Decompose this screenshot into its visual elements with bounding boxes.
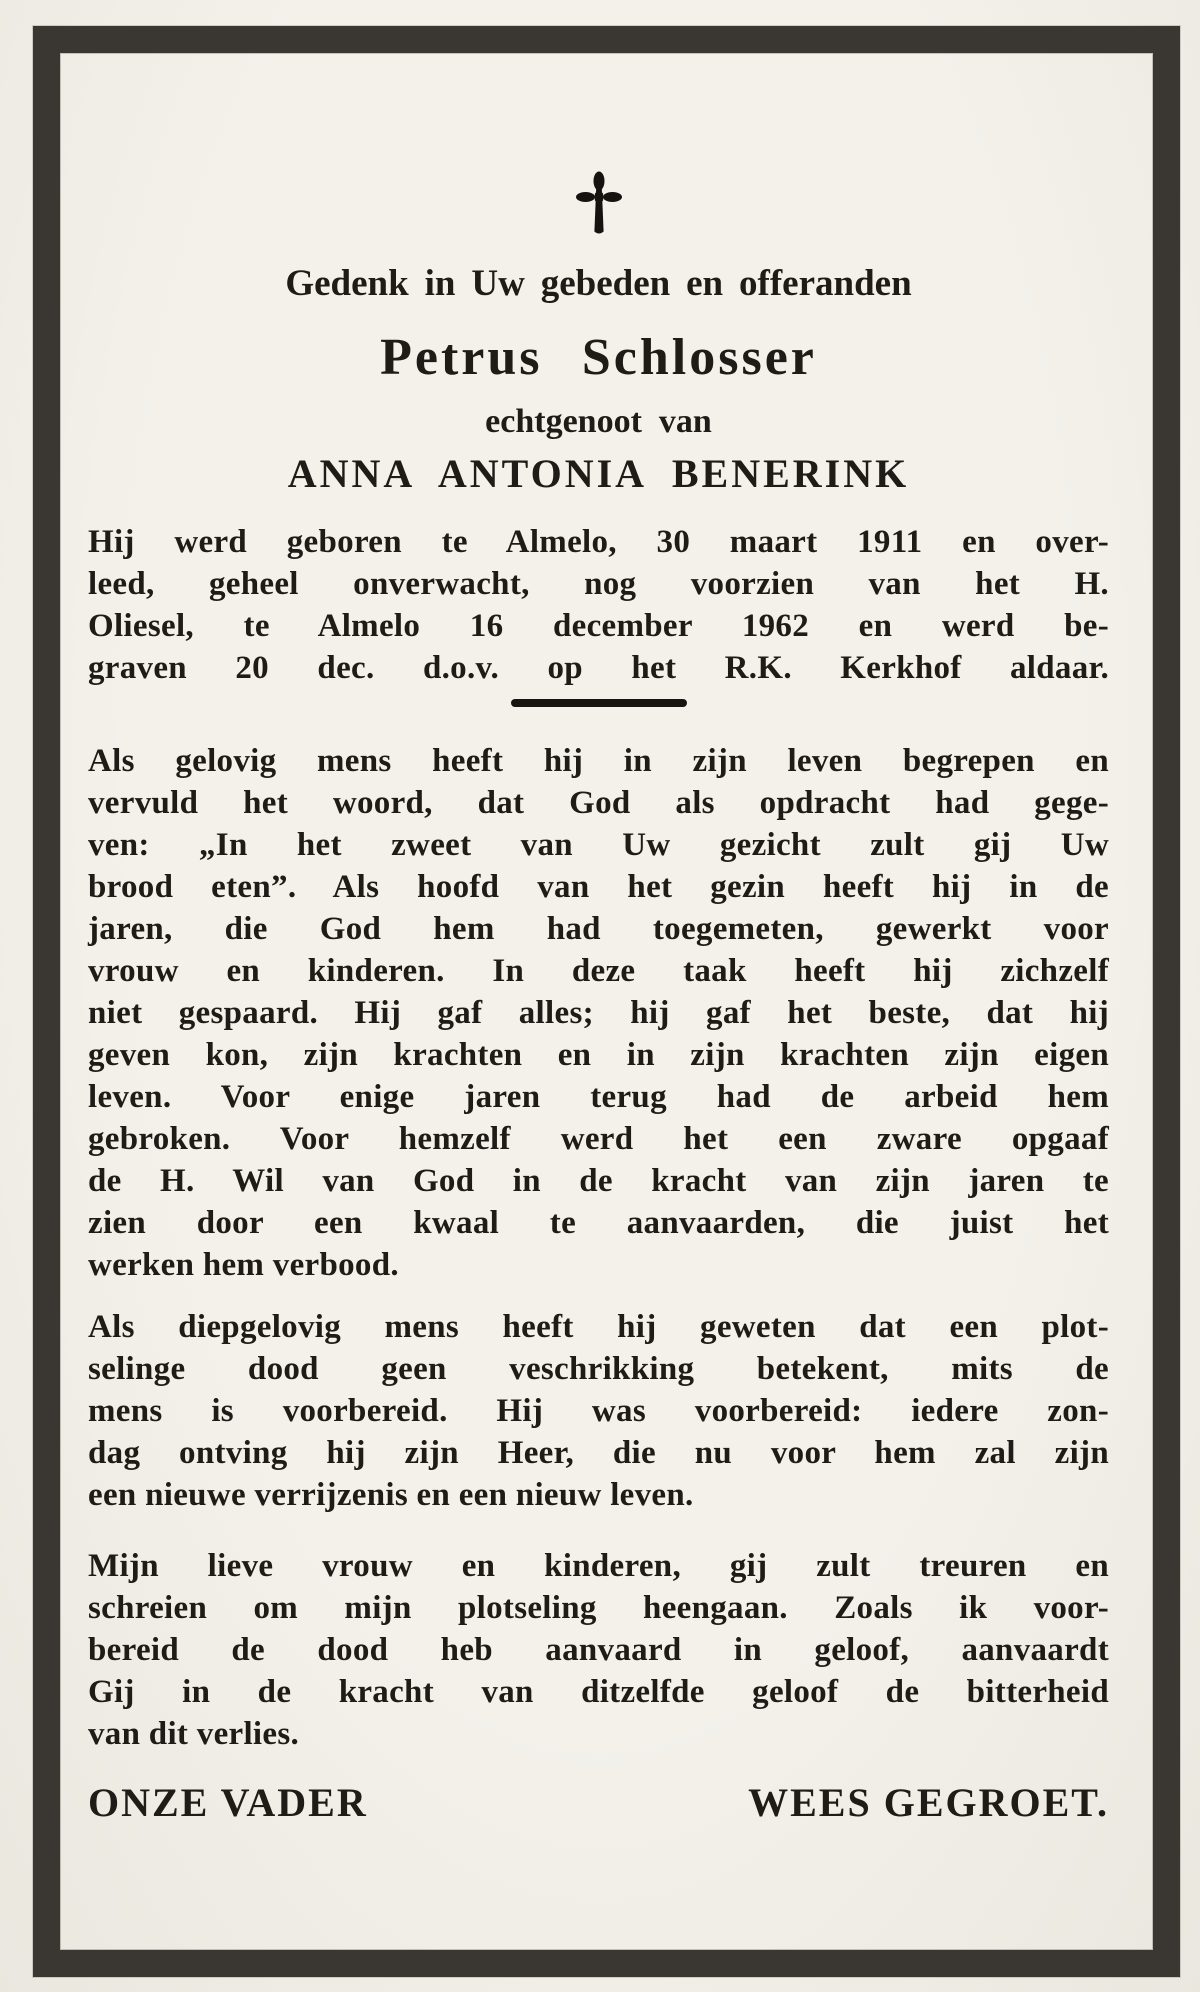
deceased-name: Petrus Schlosser [380, 329, 817, 386]
text-line: de H. Wil van God in de kracht van zijn jaren te [88, 1163, 1109, 1199]
prayer-right: WEES GEGROET. [748, 1780, 1109, 1825]
text-line: mens is voorbereid. Hij was voorbereid: iedere zon- [88, 1393, 1109, 1429]
text-line: Gij in de kracht van ditzelfde geloof de bitterheid [88, 1674, 1109, 1710]
text-line: gebroken. Voor hemzelf werd het een zware opgaaf [88, 1121, 1109, 1157]
text-line: van dit verlies. [88, 1716, 300, 1752]
text-line: zien door een kwaal te aanvaarden, die juist het [88, 1205, 1109, 1241]
text-line: ven: „In het zweet van Uw gezicht zult gij Uw [88, 827, 1109, 863]
relation-line: echtgenoot van [485, 403, 712, 440]
text-line: Oliesel, te Almelo 16 december 1962 en werd be- [88, 608, 1109, 644]
text-line: vervuld het woord, dat God als opdracht had gege- [88, 785, 1109, 821]
farewell-paragraph [88, 1545, 1109, 1755]
prayer-footer [88, 1779, 1109, 1827]
faith-paragraph [88, 1306, 1109, 1516]
text-line: selinge dood geen veschrikking betekent, mits de [88, 1351, 1109, 1387]
spouse-name: ANNA ANTONIA BENERINK [287, 451, 910, 496]
text-line: leven. Voor enige jaren terug had de arbeid hem [88, 1079, 1109, 1115]
text-line: Als diepgelovig mens heeft hij geweten dat een plot- [88, 1309, 1109, 1345]
text-line: jaren, die God hem had toegemeten, gewerkt voor [88, 911, 1109, 947]
text-line: Hij werd geboren te Almelo, 30 maart 1911 en over- [88, 524, 1109, 560]
text-line: graven 20 dec. d.o.v. op het R.K. Kerkhof aldaar. [88, 650, 1109, 686]
prayer-left: ONZE VADER [88, 1780, 368, 1825]
text-line: leed, geheel onverwacht, nog voorzien van het H. [88, 566, 1109, 602]
life-paragraph [88, 740, 1109, 1286]
intro-line: Gedenk in Uw gebeden en offeranden [285, 263, 912, 304]
text-line: Mijn lieve vrouw en kinderen, gij zult treuren en [88, 1548, 1109, 1584]
text-line: werken hem verbood. [88, 1247, 399, 1283]
section-divider [511, 699, 687, 707]
text-line: een nieuwe verrijzenis en een nieuw leven. [88, 1477, 694, 1513]
text-line: vrouw en kinderen. In deze taak heeft hij zichzelf [88, 953, 1109, 989]
card-content [60, 53, 1154, 1827]
text-line: bereid de dood heb aanvaard in geloof, aanvaardt [88, 1632, 1109, 1668]
text-line: Als gelovig mens heeft hij in zijn leven begrepen en [88, 743, 1109, 779]
cross-icon [88, 171, 1109, 237]
birth-death-paragraph [88, 521, 1109, 689]
text-line: geven kon, zijn krachten en in zijn krachten zijn eigen [88, 1037, 1109, 1073]
text-line: dag ontving hij zijn Heer, die nu voor hem zal zijn [88, 1435, 1109, 1471]
text-line: brood eten”. Als hoofd van het gezin heeft hij in de [88, 869, 1109, 905]
text-line: niet gespaard. Hij gaf alles; hij gaf het beste, dat hij [88, 995, 1109, 1031]
text-line: schreien om mijn plotseling heengaan. Zoals ik voor- [88, 1590, 1109, 1626]
